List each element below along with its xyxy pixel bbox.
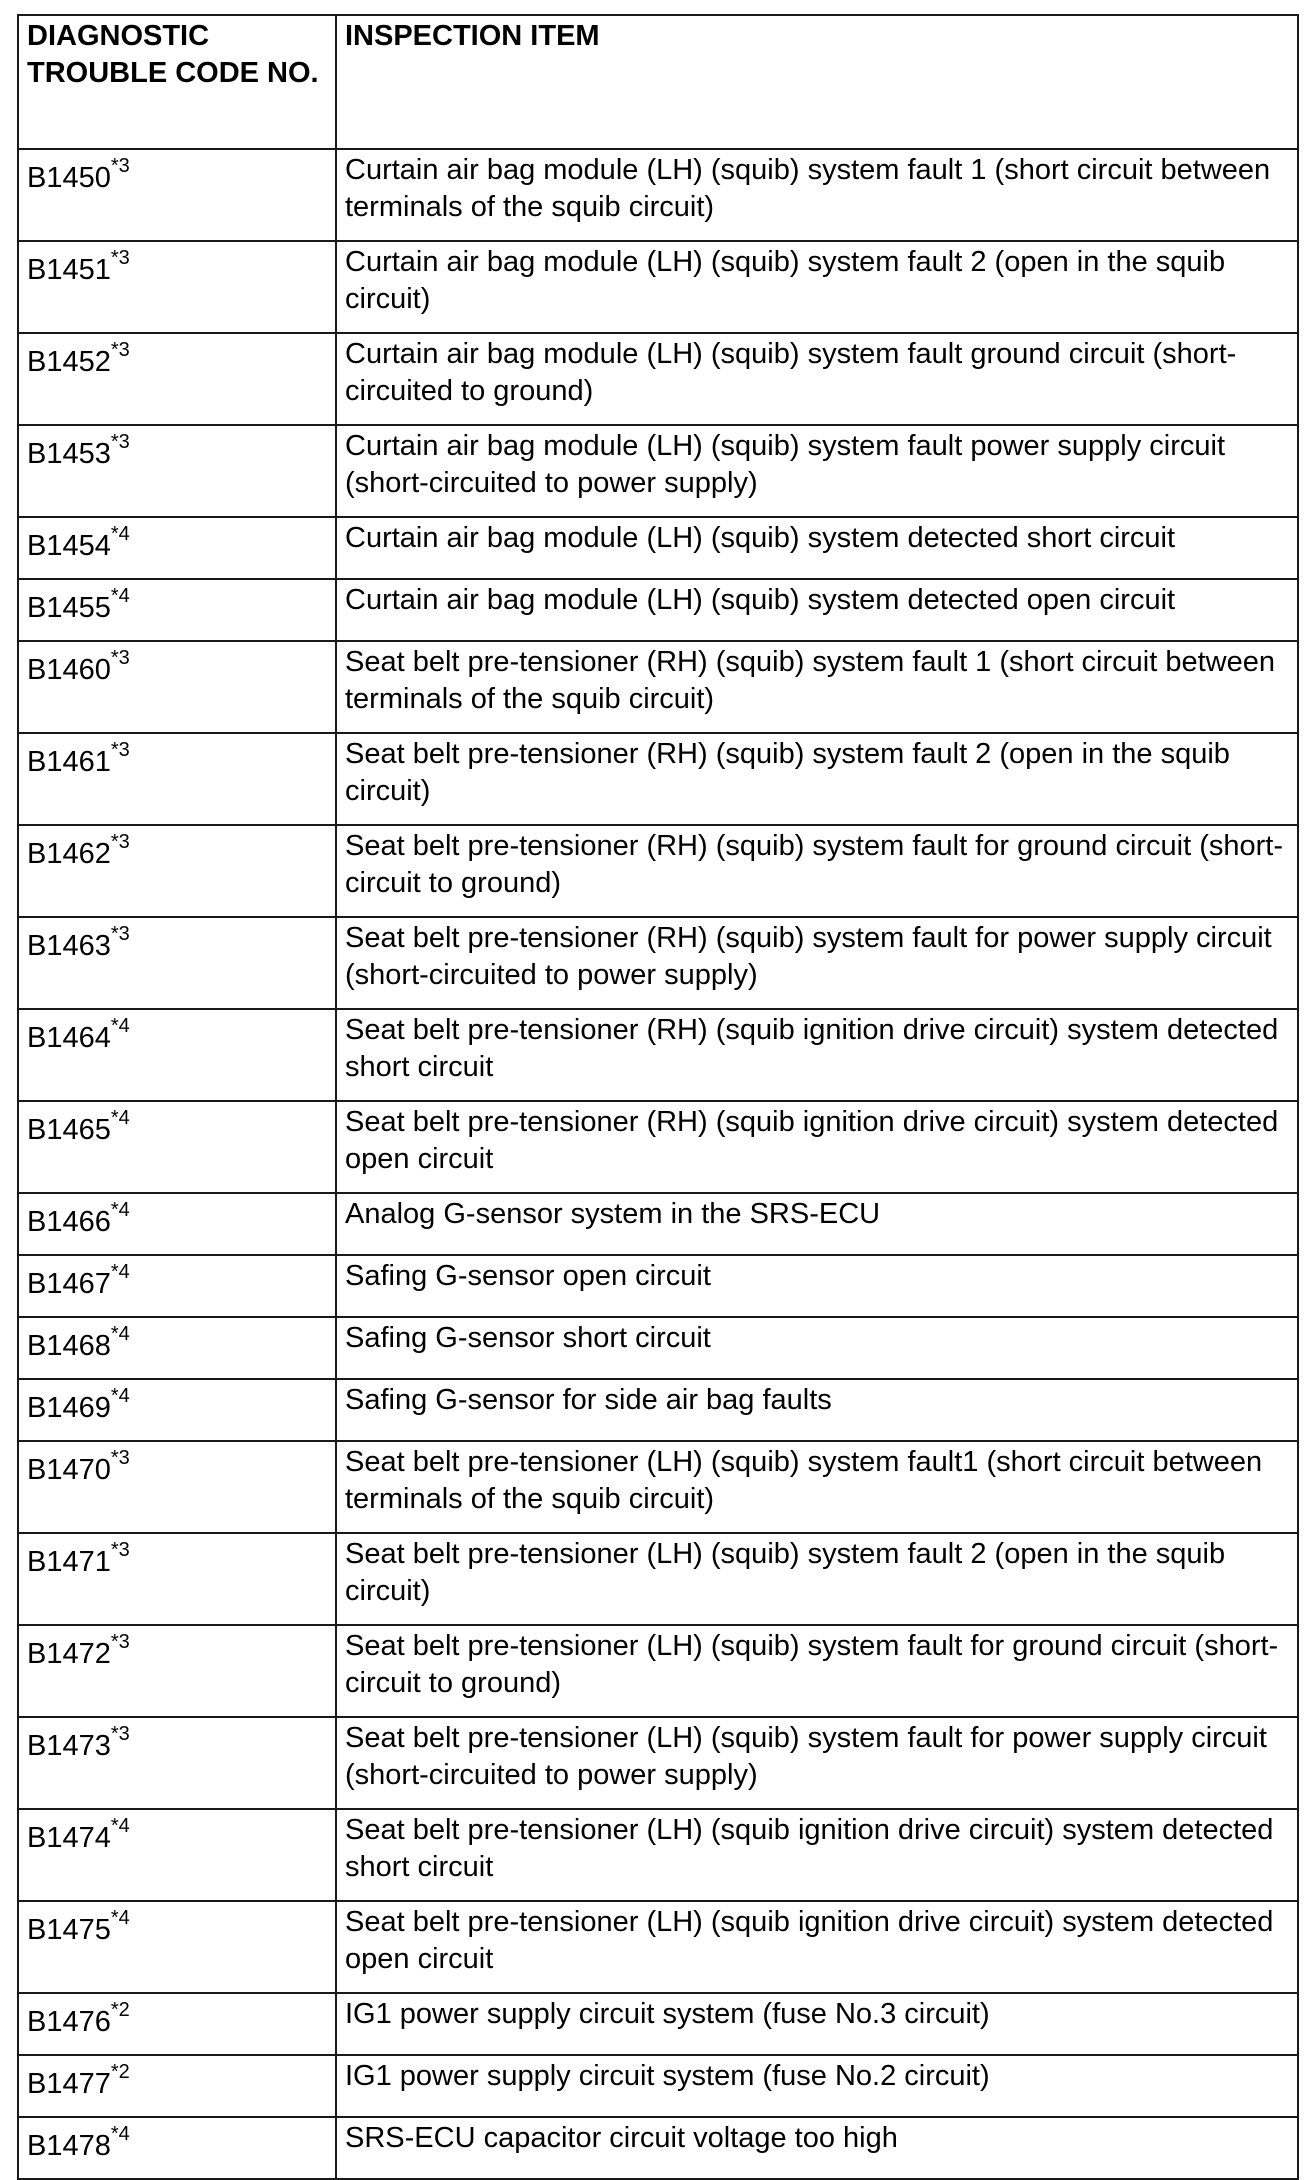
dtc-footnote-mark: *3 — [110, 831, 130, 854]
dtc-code: B1450 — [27, 162, 111, 194]
inspection-item-cell: Seat belt pre-tensioner (RH) (squib) system fault 1 (short circuit between terminals of the squib circuit) — [336, 641, 1298, 733]
dtc-code: B1452 — [27, 346, 111, 378]
table-row — [18, 1625, 1298, 1717]
inspection-item-cell: Seat belt pre-tensioner (LH) (squib) system fault for power supply circuit (short-circuited to power supply) — [336, 1717, 1298, 1809]
table-row — [18, 1009, 1298, 1101]
table-row — [18, 149, 1298, 241]
inspection-item-cell: Safing G-sensor open circuit — [336, 1255, 1298, 1317]
dtc-code-cell — [18, 241, 336, 333]
inspection-item-cell: Seat belt pre-tensioner (LH) (squib) system fault1 (short circuit between terminals of the squib circuit) — [336, 1441, 1298, 1533]
dtc-footnote-mark: *3 — [110, 923, 130, 946]
dtc-footnote-mark: *4 — [110, 1199, 130, 1222]
table-row — [18, 733, 1298, 825]
table-row — [18, 2055, 1298, 2117]
inspection-item-cell: Seat belt pre-tensioner (LH) (squib ignition drive circuit) system detected open circuit — [336, 1901, 1298, 1993]
dtc-code: B1468 — [27, 1330, 111, 1362]
inspection-item-cell: Curtain air bag module (LH) (squib) system fault 1 (short circuit between terminals of the squib circuit) — [336, 149, 1298, 241]
table-row — [18, 1193, 1298, 1255]
dtc-code-cell — [18, 517, 336, 579]
inspection-item-cell: Seat belt pre-tensioner (RH) (squib ignition drive circuit) system detected open circuit — [336, 1101, 1298, 1193]
dtc-code: B1451 — [27, 254, 111, 286]
dtc-footnote-mark: *4 — [110, 585, 130, 608]
inspection-item-cell: IG1 power supply circuit system (fuse No.3 circuit) — [336, 1993, 1298, 2055]
inspection-item-cell: Safing G-sensor short circuit — [336, 1317, 1298, 1379]
dtc-footnote-mark: *3 — [110, 739, 130, 762]
dtc-code: B1475 — [27, 1914, 111, 1946]
table-row — [18, 333, 1298, 425]
dtc-footnote-mark: *3 — [110, 1723, 130, 1746]
inspection-item-cell: Safing G-sensor for side air bag faults — [336, 1379, 1298, 1441]
dtc-code-cell — [18, 2117, 336, 2179]
dtc-code-cell — [18, 825, 336, 917]
dtc-code: B1466 — [27, 1206, 111, 1238]
inspection-item-cell: Curtain air bag module (LH) (squib) system fault ground circuit (short-circuited to ground) — [336, 333, 1298, 425]
dtc-footnote-mark: *4 — [110, 1323, 130, 1346]
dtc-code: B1463 — [27, 930, 111, 962]
table-row — [18, 241, 1298, 333]
dtc-code-cell — [18, 333, 336, 425]
table-row — [18, 1101, 1298, 1193]
dtc-code: B1465 — [27, 1114, 111, 1146]
inspection-item-cell: SRS-ECU capacitor circuit voltage too high — [336, 2117, 1298, 2179]
dtc-code: B1471 — [27, 1546, 111, 1578]
dtc-footnote-mark: *3 — [110, 1631, 130, 1654]
dtc-code-cell — [18, 1441, 336, 1533]
dtc-footnote-mark: *4 — [110, 1261, 130, 1284]
dtc-code-cell — [18, 1379, 336, 1441]
table-row — [18, 1317, 1298, 1379]
dtc-code-cell — [18, 1901, 336, 1993]
dtc-code-cell — [18, 2055, 336, 2117]
dtc-code-cell — [18, 733, 336, 825]
dtc-code: B1462 — [27, 838, 111, 870]
dtc-code-cell — [18, 1101, 336, 1193]
inspection-item-cell: Seat belt pre-tensioner (RH) (squib ignition drive circuit) system detected short circuit — [336, 1009, 1298, 1101]
dtc-code: B1453 — [27, 438, 111, 470]
dtc-footnote-mark: *3 — [110, 155, 130, 178]
inspection-item-cell: Curtain air bag module (LH) (squib) system fault power supply circuit (short-circuited to power supply) — [336, 425, 1298, 517]
dtc-code-cell — [18, 1317, 336, 1379]
inspection-item-cell: Analog G-sensor system in the SRS-ECU — [336, 1193, 1298, 1255]
dtc-code: B1470 — [27, 1454, 111, 1486]
table-row — [18, 1441, 1298, 1533]
table-row — [18, 1993, 1298, 2055]
dtc-footnote-mark: *3 — [110, 247, 130, 270]
table-row — [18, 579, 1298, 641]
table-row — [18, 2117, 1298, 2179]
dtc-code: B1454 — [27, 530, 111, 562]
table-row — [18, 1379, 1298, 1441]
dtc-footnote-mark: *3 — [110, 431, 130, 454]
dtc-code: B1476 — [27, 2006, 111, 2038]
dtc-footnote-mark: *3 — [110, 1539, 130, 1562]
dtc-code-cell — [18, 1009, 336, 1101]
table-row — [18, 917, 1298, 1009]
dtc-code-cell — [18, 149, 336, 241]
dtc-code: B1478 — [27, 2130, 111, 2162]
dtc-code-cell — [18, 1533, 336, 1625]
dtc-footnote-mark: *3 — [110, 1447, 130, 1470]
dtc-footnote-mark: *4 — [110, 2123, 130, 2146]
dtc-code: B1460 — [27, 654, 111, 686]
dtc-code: B1477 — [27, 2068, 111, 2100]
dtc-footnote-mark: *4 — [110, 1815, 130, 1838]
inspection-item-cell: Curtain air bag module (LH) (squib) system detected short circuit — [336, 517, 1298, 579]
dtc-code-cell — [18, 1255, 336, 1317]
table-row — [18, 1901, 1298, 1993]
table-row — [18, 1809, 1298, 1901]
dtc-code-cell — [18, 917, 336, 1009]
dtc-code: B1455 — [27, 592, 111, 624]
dtc-code-cell — [18, 1717, 336, 1809]
inspection-item-cell: Curtain air bag module (LH) (squib) system detected open circuit — [336, 579, 1298, 641]
table-row — [18, 517, 1298, 579]
dtc-code: B1464 — [27, 1022, 111, 1054]
table-body — [18, 149, 1298, 2179]
dtc-footnote-mark: *3 — [110, 647, 130, 670]
table-row — [18, 1717, 1298, 1809]
dtc-code: B1472 — [27, 1638, 111, 1670]
inspection-item-cell: Seat belt pre-tensioner (RH) (squib) system fault for ground circuit (short-circuit to ground) — [336, 825, 1298, 917]
dtc-code-cell — [18, 425, 336, 517]
inspection-item-cell: Curtain air bag module (LH) (squib) system fault 2 (open in the squib circuit) — [336, 241, 1298, 333]
dtc-table — [17, 14, 1299, 2180]
dtc-code: B1467 — [27, 1268, 111, 1300]
table-header-row — [18, 15, 1298, 149]
inspection-item-cell: IG1 power supply circuit system (fuse No.2 circuit) — [336, 2055, 1298, 2117]
dtc-footnote-mark: *3 — [110, 339, 130, 362]
dtc-code-cell — [18, 641, 336, 733]
inspection-item-cell: Seat belt pre-tensioner (LH) (squib) system fault for ground circuit (short-circuit to ground) — [336, 1625, 1298, 1717]
table-row — [18, 1533, 1298, 1625]
inspection-item-cell: Seat belt pre-tensioner (RH) (squib) system fault 2 (open in the squib circuit) — [336, 733, 1298, 825]
dtc-code-cell — [18, 1193, 336, 1255]
table-row — [18, 825, 1298, 917]
dtc-footnote-mark: *4 — [110, 1385, 130, 1408]
dtc-footnote-mark: *4 — [110, 523, 130, 546]
dtc-footnote-mark: *2 — [110, 1999, 130, 2022]
dtc-code: B1473 — [27, 1730, 111, 1762]
header-inspection-item: INSPECTION ITEM — [336, 15, 1298, 149]
dtc-code: B1474 — [27, 1822, 111, 1854]
dtc-code-cell — [18, 579, 336, 641]
dtc-footnote-mark: *4 — [110, 1907, 130, 1930]
dtc-code-cell — [18, 1625, 336, 1717]
table-row — [18, 1255, 1298, 1317]
header-dtc-no: DIAGNOSTIC TROUBLE CODE NO. — [18, 15, 336, 149]
dtc-footnote-mark: *4 — [110, 1107, 130, 1130]
dtc-code-cell — [18, 1993, 336, 2055]
dtc-code: B1461 — [27, 746, 111, 778]
table-row — [18, 425, 1298, 517]
dtc-footnote-mark: *2 — [110, 2061, 130, 2084]
dtc-footnote-mark: *4 — [110, 1015, 130, 1038]
inspection-item-cell: Seat belt pre-tensioner (LH) (squib ignition drive circuit) system detected short circuit — [336, 1809, 1298, 1901]
dtc-code: B1469 — [27, 1392, 111, 1424]
inspection-item-cell: Seat belt pre-tensioner (RH) (squib) system fault for power supply circuit (short-circuited to power supply) — [336, 917, 1298, 1009]
table-row — [18, 641, 1298, 733]
inspection-item-cell: Seat belt pre-tensioner (LH) (squib) system fault 2 (open in the squib circuit) — [336, 1533, 1298, 1625]
dtc-code-cell — [18, 1809, 336, 1901]
